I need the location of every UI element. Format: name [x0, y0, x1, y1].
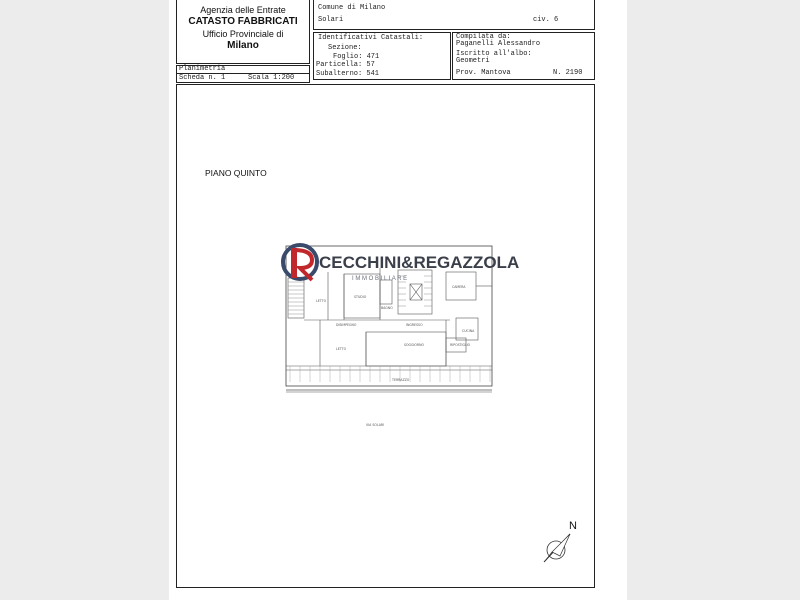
- province: Prov. Mantova: [456, 69, 511, 77]
- section-field: Sezione:: [328, 44, 362, 52]
- register-value: Geometri: [456, 57, 490, 65]
- floor-title: PIANO QUINTO: [205, 168, 267, 178]
- room-label: INGRESSO: [406, 323, 423, 327]
- logo-icon: [283, 245, 317, 280]
- room-label: STUDIO: [354, 295, 367, 299]
- north-label: N: [569, 520, 577, 532]
- cadastral-heading: Identificativi Catastali:: [318, 34, 424, 42]
- parcel-field: Particella: 57: [316, 61, 375, 69]
- room-label: CUCINA: [462, 329, 475, 333]
- compiler-name: Paganelli Alessandro: [456, 40, 541, 48]
- scale: Scala 1:200: [248, 74, 295, 82]
- civic-number: civ. 6: [533, 16, 559, 24]
- agency-header: [176, 4, 310, 52]
- registry-name: CATASTO FABBRICATI: [188, 16, 298, 27]
- subunit-field: Subalterno: 541: [316, 70, 380, 78]
- city-name: Milano: [227, 40, 259, 51]
- room-label: BAGNO: [381, 306, 393, 310]
- plan-label: Planimetria: [179, 65, 226, 73]
- room-label: SOGGIORNO: [404, 343, 425, 347]
- room-label: RIPOSTIGLIO: [450, 343, 471, 347]
- sheet-field: Foglio: 471: [333, 53, 380, 61]
- register-number: N. 2190: [553, 69, 583, 77]
- logo-brand: CECCHINI&REGAZZOLA: [319, 253, 520, 272]
- logo-tagline: I M M O B I L I A R E: [352, 276, 408, 282]
- room-label: DISIMPEGNO: [336, 323, 357, 327]
- agency-name: Agenzia delle Entrate: [200, 5, 286, 15]
- room-label: TERRAZZO: [392, 378, 410, 382]
- street: Solari: [318, 16, 344, 24]
- room-label: LETTO: [336, 347, 347, 351]
- compiler-heading: Compilata da:: [456, 33, 511, 41]
- compass-icon: [540, 530, 576, 566]
- agency-watermark: [280, 238, 520, 288]
- sheet-number: Scheda n. 1: [179, 74, 226, 82]
- street-label: VIA SOLARI: [366, 423, 385, 427]
- office-name: Ufficio Provinciale di: [202, 29, 284, 39]
- room-label: CAMERA: [452, 285, 466, 289]
- municipality: Comune di Milano: [318, 4, 386, 12]
- register-label: Iscritto all'albo:: [456, 50, 532, 58]
- room-label: LETTO: [316, 299, 327, 303]
